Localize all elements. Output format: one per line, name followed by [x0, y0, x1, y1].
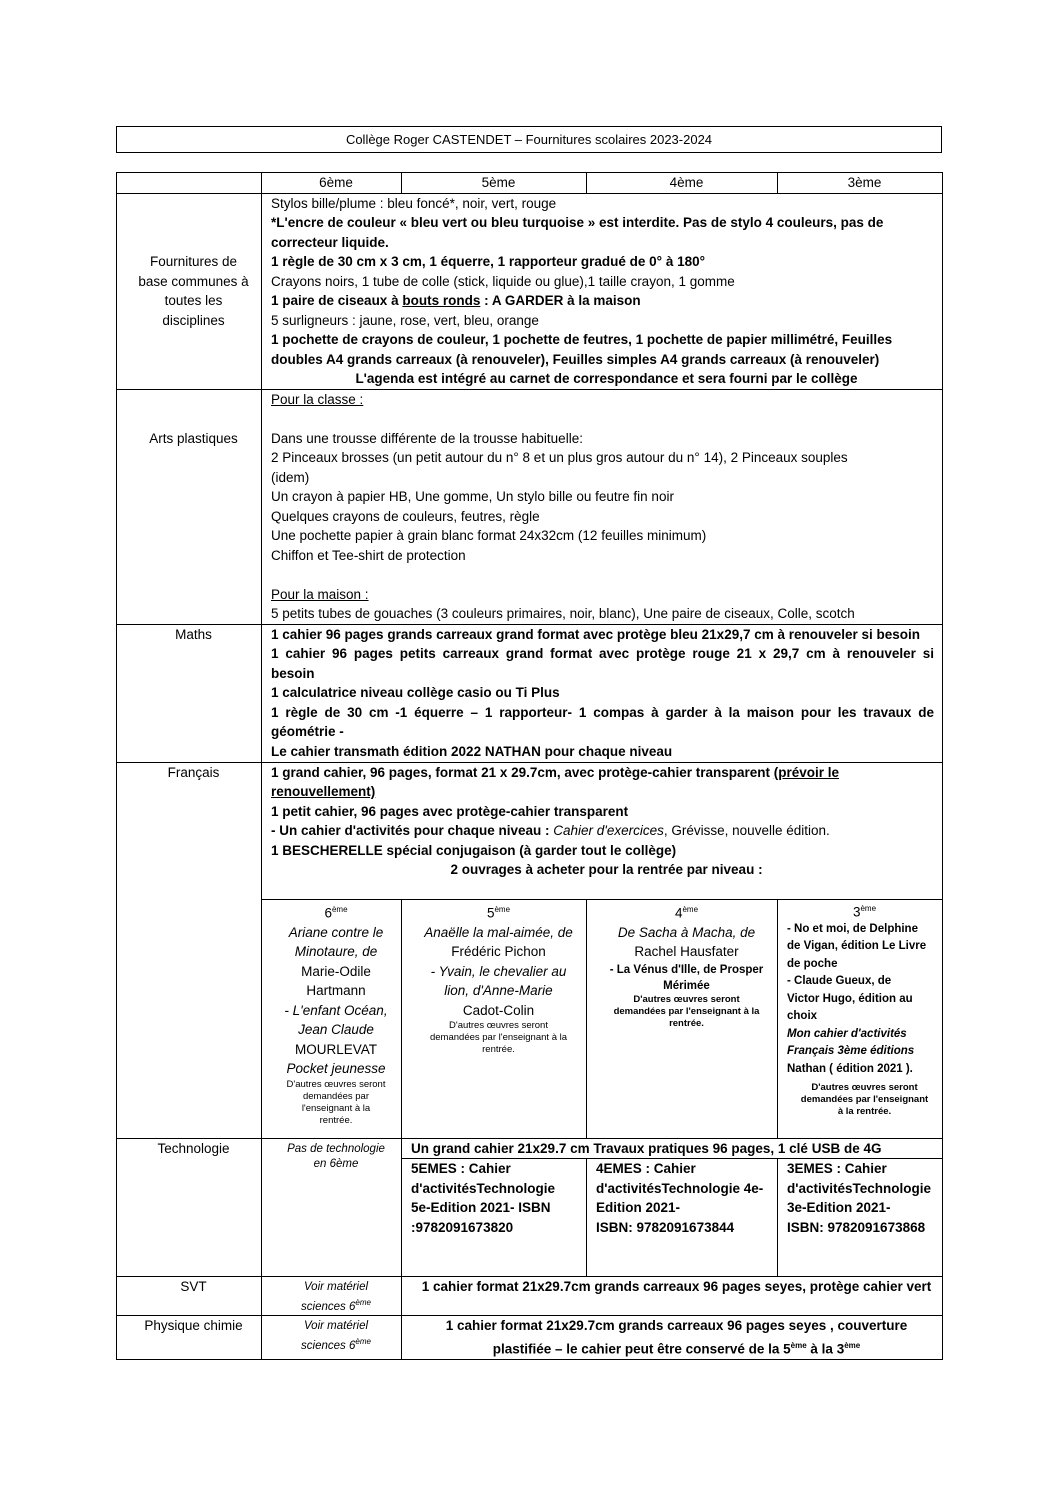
- techno-6eme: [262, 1138, 402, 1277]
- label-text: Maths: [175, 626, 212, 642]
- book-note: D'autres œuvres seront: [449, 1020, 548, 1031]
- book-note: demandées par l'enseignant: [800, 1094, 929, 1105]
- arts-line: Quelques crayons de couleurs, feutres, règle: [271, 508, 540, 524]
- svt-six-line: [271, 1295, 401, 1315]
- techno-line: 3EMES : Cahier: [787, 1161, 887, 1176]
- techno-line: d'activitésTechnologie: [787, 1180, 931, 1196]
- label-physique: [117, 1316, 262, 1360]
- book-line: - Claude Gueux, de: [787, 975, 892, 987]
- book-note: rentrée.: [319, 1114, 353, 1126]
- base-line: Crayons noirs, 1 tube de colle (stick, liquide ou glue),1 taille crayon, 1 gomme: [271, 273, 735, 289]
- physique-text: plastifiée – le cahier peut être conservé de la 5: [492, 1341, 791, 1356]
- level-sup: ème: [355, 1337, 371, 1346]
- level-sup: ème: [494, 904, 511, 914]
- francais-content: [262, 762, 943, 899]
- maths-line: 1 cahier 96 pages grands carreaux grand format avec protège bleu 21x29,7 cm à renouveler si besoin: [271, 626, 921, 642]
- label-line: toutes les: [164, 293, 223, 308]
- book-line: MOURLEVAT: [294, 1041, 377, 1057]
- level-num: 4: [674, 905, 683, 920]
- base-line: doubles A4 grands carreaux (à renouveler), Feuilles simples A4 grands carreaux (à renouveler): [271, 351, 880, 367]
- arts-line: 2 Pinceaux brosses (un petit autour du n° 8 et un plus gros autour du n° 14), 2 Pinceaux souples: [271, 450, 848, 465]
- physique-content: [402, 1316, 943, 1360]
- label-line: disciplines: [162, 312, 225, 328]
- physique-line: [411, 1336, 942, 1359]
- techno-3eme: [778, 1159, 943, 1277]
- label-line: Fournitures de: [149, 254, 238, 269]
- maths-line: 1 règle de 30 cm -1 équerre – 1 rapporteur- 1 compas à garder à la maison pour les travaux de: [271, 704, 934, 720]
- physique-six-text: sciences 6: [301, 1339, 356, 1352]
- physique-six-line: [271, 1334, 401, 1354]
- book-note: rentrée.: [669, 1017, 704, 1029]
- physique-line: 1 cahier format 21x29.7cm grands carreaux 96 pages seyes , couverture: [445, 1318, 908, 1333]
- book-level: [271, 900, 401, 923]
- header-5eme: 5ème: [402, 173, 587, 194]
- techno-line: d'activitésTechnologie 4e-: [596, 1180, 764, 1196]
- techno-line: ISBN: 9782091673868: [787, 1219, 926, 1235]
- techno-line: 5EMES : Cahier: [411, 1161, 511, 1176]
- book-line: De Sacha à Macha, de: [617, 924, 756, 940]
- physique-text: à la 3: [806, 1341, 845, 1356]
- book-4eme: [587, 899, 778, 1138]
- base-text: : A GARDER à la maison: [480, 293, 641, 308]
- label-text: Physique chimie: [144, 1318, 243, 1333]
- label-francais: [117, 762, 262, 1138]
- book-line: [271, 942, 401, 962]
- supplies-table: [116, 172, 943, 1360]
- maths-content: [262, 624, 943, 762]
- header-empty: [117, 173, 262, 194]
- label-text: Arts plastiques: [149, 430, 238, 446]
- book-level: [411, 900, 586, 923]
- row-base: [117, 193, 943, 389]
- level-sup: ème: [682, 904, 699, 914]
- spacer: [271, 565, 942, 585]
- maths-line: géométrie -: [271, 724, 344, 739]
- techno-4eme: [587, 1159, 778, 1277]
- book-line: Mérimée: [663, 979, 710, 992]
- book-line: Nathan ( édition 2021 ).: [787, 1062, 913, 1075]
- base-line: 1 règle de 30 cm x 3 cm, 1 équerre, 1 rapporteur gradué de 0° à 180°: [271, 254, 705, 269]
- header-row: [117, 173, 943, 194]
- svt-content: [402, 1277, 943, 1316]
- book-line: Jean Claude: [298, 1022, 374, 1037]
- level-num: 3: [852, 904, 861, 919]
- book-line: Anaëlle la mal-aimée, de: [424, 924, 573, 940]
- header-3eme: 3ème: [778, 173, 943, 194]
- level-sup: ème: [790, 1340, 807, 1350]
- label-svt: [117, 1277, 262, 1316]
- label-line: base communes à: [138, 273, 249, 289]
- francais-line: 1 petit cahier, 96 pages avec protège-cahier transparent: [271, 803, 629, 819]
- svt-six-line: Voir matériel: [303, 1281, 369, 1293]
- francais-text: (prévoir le: [773, 764, 840, 780]
- base-line: correcteur liquide.: [271, 234, 389, 250]
- level-sup: ème: [331, 904, 348, 914]
- techno-line: ISBN: 9782091673844: [596, 1219, 735, 1235]
- arts-subtitle: Pour la maison :: [271, 586, 369, 602]
- francais-line: [271, 821, 942, 841]
- maths-line: 1 cahier 96 pages petits carreaux grand format avec protège rouge 21 x 29,7 cm à renouveler si: [271, 646, 934, 661]
- arts-line: Dans une trousse différente de la trousse habituelle:: [271, 430, 583, 446]
- book-line: Victor Hugo, édition au: [787, 992, 913, 1005]
- book-note: D'autres œuvres seront: [286, 1078, 386, 1090]
- arts-content: [262, 389, 943, 624]
- label-arts: [117, 389, 262, 624]
- level-sup: ème: [844, 1340, 861, 1350]
- book-line: lion, d'Anne-Marie: [444, 983, 553, 998]
- row-physique: [117, 1316, 943, 1360]
- label-techno: [117, 1138, 262, 1277]
- row-arts: [117, 389, 943, 624]
- francais-text: - Un cahier d'activités pour chaque niveau :: [271, 823, 554, 838]
- francais-line: [271, 763, 942, 783]
- physique-six-line: Voir matériel: [303, 1320, 369, 1332]
- svt-6eme: [262, 1277, 402, 1316]
- book-line: Ariane contre le: [288, 924, 384, 940]
- maths-line: 1 calculatrice niveau collège casio ou Ti Plus: [271, 685, 560, 700]
- book-note: D'autres œuvres seront: [633, 993, 740, 1005]
- book-level: [787, 900, 942, 921]
- book-note: demandées par: [302, 1090, 370, 1102]
- techno-common: [402, 1138, 943, 1159]
- book-line: - La Vénus d'Ille, de Prosper: [609, 963, 764, 976]
- techno-line: 3e-Edition 2021-: [787, 1200, 891, 1215]
- base-line: L'agenda est intégré au carnet de correspondance et sera fourni par le collège: [355, 371, 858, 386]
- row-techno: [117, 1138, 943, 1159]
- francais-text: , Grévisse, nouvelle édition.: [663, 823, 830, 838]
- base-content: [262, 193, 943, 389]
- francais-line: renouvellement): [271, 784, 376, 799]
- book-line: Mon cahier d'activités: [787, 1027, 907, 1040]
- francais-line: 1 BESCHERELLE spécial conjugaison (à garder tout le collège): [271, 842, 677, 858]
- techno-line: Edition 2021-: [596, 1200, 681, 1215]
- row-maths: [117, 624, 943, 762]
- book-3eme: [778, 899, 943, 1138]
- page-title: [116, 126, 942, 153]
- header-6eme: 6ème: [262, 173, 402, 194]
- techno-line: 5e-Edition 2021- ISBN: [411, 1200, 551, 1215]
- book-line: de Vigan, édition Le Livre: [787, 940, 927, 952]
- book-note: rentrée.: [482, 1044, 515, 1055]
- base-line: 1 pochette de crayons de couleur, 1 pochette de feutres, 1 pochette de papier millimétré, Feuilles: [271, 332, 893, 347]
- book-line: Français 3ème éditions: [787, 1045, 915, 1057]
- label-text: Français: [167, 764, 220, 780]
- arts-line: Une pochette papier à grain blanc format 24x32cm (12 feuilles minimum): [271, 528, 707, 543]
- book-line: Frédéric Pichon: [451, 944, 546, 959]
- label-base: [117, 193, 262, 389]
- arts-line: 5 petits tubes de gouaches (3 couleurs primaires, noir, blanc), Une paire de ciseaux, Colle, scotch: [271, 606, 855, 621]
- label-maths: [117, 624, 262, 762]
- level-num: 5: [486, 905, 495, 920]
- techno-line: :9782091673820: [411, 1219, 514, 1235]
- book-line: - No et moi, de Delphine: [787, 922, 918, 935]
- svt-text: 1 cahier format 21x29.7cm grands carreaux 96 pages seyes, protège cahier vert: [421, 1279, 932, 1294]
- row-svt: [117, 1277, 943, 1316]
- book-note: demandées par l'enseignant à la: [613, 1005, 760, 1017]
- base-line: 5 surligneurs : jaune, rose, vert, bleu, orange: [271, 312, 539, 328]
- title-text: Collège Roger CASTENDET – Fournitures scolaires 2023-2024: [345, 132, 713, 147]
- book-line: Hartmann: [306, 983, 366, 998]
- book-6eme: [262, 899, 402, 1138]
- label-text: Technologie: [157, 1140, 230, 1156]
- book-note: D'autres œuvres seront: [811, 1082, 918, 1093]
- book-line: choix: [787, 1010, 818, 1022]
- book-5eme: [402, 899, 587, 1138]
- techno-text: Un grand cahier 21x29.7 cm Travaux pratiques 96 pages, 1 clé USB de 4G: [411, 1140, 882, 1156]
- base-text: bouts ronds: [402, 293, 481, 308]
- physique-6eme: [262, 1316, 402, 1360]
- book-line: de poche: [787, 957, 838, 970]
- book-note: demandées par l'enseignant à la: [429, 1032, 568, 1043]
- book-note: l'enseignant à la: [301, 1102, 371, 1114]
- book-level: [596, 900, 777, 923]
- techno-six-line: en 6ème: [313, 1157, 359, 1170]
- base-text: 1 paire de ciseaux à: [271, 293, 403, 308]
- francais-text: Cahier d'exercices: [553, 823, 664, 838]
- arts-line: Un crayon à papier HB, Une gomme, Un stylo bille ou feutre fin noir: [271, 489, 674, 504]
- techno-line: 4EMES : Cahier: [596, 1161, 696, 1176]
- book-line: Marie-Odile: [301, 963, 371, 979]
- header-4eme: 4ème: [587, 173, 778, 194]
- base-line: Stylos bille/plume : bleu foncé*, noir, vert, rouge: [271, 195, 557, 211]
- techno-six-line: Pas de technologie: [287, 1142, 385, 1155]
- book-note: à la rentrée.: [837, 1106, 892, 1117]
- techno-5eme: [402, 1159, 587, 1277]
- francais-line: 2 ouvrages à acheter pour la rentrée par niveau :: [450, 862, 763, 877]
- spacer: [271, 409, 942, 429]
- arts-line: (idem): [271, 469, 310, 485]
- base-line: *L'encre de couleur « bleu vert ou bleu turquoise » est interdite. Pas de stylo 4 couleurs, pas de: [271, 215, 884, 230]
- book-text: Minotaure, de: [294, 944, 378, 959]
- label-text: SVT: [180, 1279, 207, 1294]
- level-num: 6: [324, 905, 332, 920]
- level-sup: ème: [860, 903, 877, 913]
- book-line: - Yvain, le chevalier au: [430, 963, 567, 979]
- book-line: Cadot-Colin: [462, 1002, 535, 1018]
- row-francais: [117, 762, 943, 899]
- book-line: Rachel Hausfater: [634, 944, 739, 959]
- techno-line: d'activitésTechnologie: [411, 1180, 555, 1196]
- francais-text: 1 grand cahier, 96 pages, format 21 x 29.7cm, avec protège-cahier transparent: [271, 764, 774, 780]
- svt-six-text: sciences 6: [301, 1300, 356, 1313]
- arts-subtitle: Pour la classe :: [271, 391, 364, 407]
- maths-line: Le cahier transmath édition 2022 NATHAN pour chaque niveau: [271, 743, 673, 759]
- maths-line: besoin: [271, 665, 315, 681]
- book-line: Pocket jeunesse: [286, 1061, 386, 1076]
- book-line: - L'enfant Océan,: [284, 1002, 388, 1018]
- arts-line: Chiffon et Tee-shirt de protection: [271, 547, 466, 563]
- level-sup: ème: [355, 1298, 371, 1307]
- base-line: [271, 291, 942, 311]
